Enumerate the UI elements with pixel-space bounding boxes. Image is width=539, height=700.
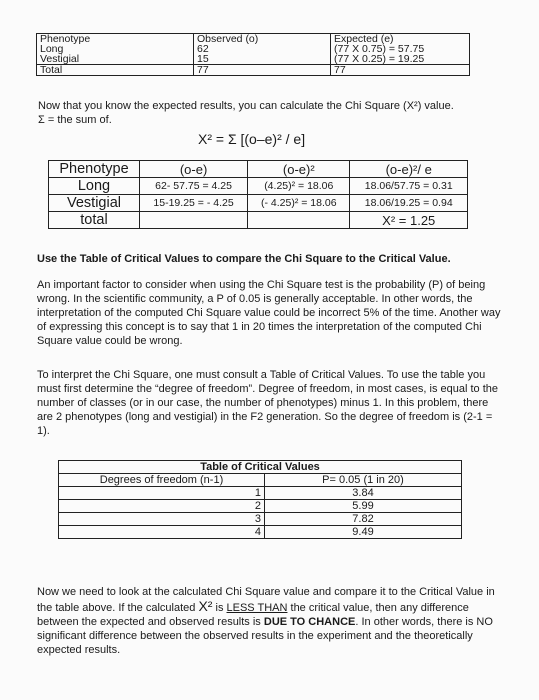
chi-header-phenotype: Phenotype [49,161,140,178]
chi-long-divided: 18.06/57.75 = 0.31 [350,178,468,195]
critical-df: 1 [59,487,265,500]
chi-row-vestigial: Vestigial [49,195,140,212]
chi-header-divided: (o-e)²/ e [350,161,468,178]
chi-header-o-minus-e: (o-e) [140,161,248,178]
cell-total-observed: 77 [194,65,331,76]
cell-total: Total [37,65,194,76]
chi-vestigial-squared: (- 4.25)² = 18.06 [248,195,350,212]
section-heading: Use the Table of Critical Values to compare the Chi Square to the Critical Value. [37,253,451,265]
chi-vestigial-diff: 15-19.25 = - 4.25 [140,195,248,212]
cell-long-observed: 62 [194,44,331,54]
intro-line-2: Σ = the sum of. [38,114,112,126]
cell-long-expected: (77 X 0.75) = 57.75 [331,44,470,54]
paragraph-conclusion [37,585,507,657]
critical-header-df: Degrees of freedom (n-1) [59,474,265,487]
cell-vestigial-expected: (77 X 0.25) = 19.25 [331,54,470,65]
cell-long: Long [37,44,194,54]
cell-vestigial: Vestigial [37,54,194,65]
critical-value: 3.84 [265,487,462,500]
observed-expected-table [36,33,470,76]
intro-text [38,99,508,127]
intro-line-1: Now that you know the expected results, you can calculate the Chi Square (X²) value. [38,100,454,112]
paragraph-degree-of-freedom: To interpret the Chi Square, one must consult a Table of Critical Values. To use the table you must first determine the “degree of freedom”. Degree of freedom, in most cases, is equal to the number of classes (or in our case, the number of phenotypes) minus 1. In this problem, there are 2 phenotypes (long and vestigial) in the F2 generation. So the degree of freedom is (2-1 = 1). [37,369,498,437]
chi-long-squared: (4.25)² = 18.06 [248,178,350,195]
critical-df: 2 [59,500,265,513]
conclusion-part-a: Now we need to look at the calculated Chi Square value and compare it to the Critical Value in the table above. If the calculated [37,586,495,614]
chi-square-formula: X² = Σ [(o–e)² / e] [198,131,306,147]
critical-value: 7.82 [265,513,462,526]
critical-header-p: P= 0.05 (1 in 20) [265,474,462,487]
critical-values-table [58,460,462,539]
conclusion-part-c: the critical value, then any difference between the expected and observed results is [37,602,469,628]
header-expected: Expected (e) [331,34,470,45]
conclusion-part-b: is [212,602,227,614]
chi-row-total: total [49,212,140,229]
chi-total-value: X² = 1.25 [350,212,468,229]
conclusion-due-to-chance: DUE TO CHANCE [263,616,356,628]
chi-vestigial-divided: 18.06/19.25 = 0.94 [350,195,468,212]
conclusion-less-than: LESS THAN [226,602,288,614]
conclusion-part-d: . In other words, there is NO significant difference between the observed results in the experiment and the theoretically expected results. [37,616,493,656]
chi-total-empty-1 [140,212,248,229]
chi-header-squared: (o-e)² [248,161,350,178]
critical-value: 5.99 [265,500,462,513]
critical-value: 9.49 [265,526,462,539]
chi-total-empty-2 [248,212,350,229]
paragraph-probability: An important factor to consider when using the Chi Square test is the probability (P) of being wrong. In the scientific community, a P of 0.05 is generally acceptable. In other words, the interpretation of the computed Chi Square value could be incorrect 5% of the time. Another way of expressing this concept is to say that 1 in 20 times the interpretation of the computed Chi Square value could be wrong. [37,279,501,347]
header-phenotype: Phenotype [37,34,194,45]
conclusion-x-squared: X² [198,598,213,614]
chi-row-long: Long [49,178,140,195]
chi-square-table [48,160,468,229]
critical-df: 3 [59,513,265,526]
cell-total-expected: 77 [331,65,470,76]
critical-table-title: Table of Critical Values [59,461,462,474]
critical-df: 4 [59,526,265,539]
chi-long-diff: 62- 57.75 = 4.25 [140,178,248,195]
cell-vestigial-observed: 15 [194,54,331,65]
header-observed: Observed (o) [194,34,331,45]
